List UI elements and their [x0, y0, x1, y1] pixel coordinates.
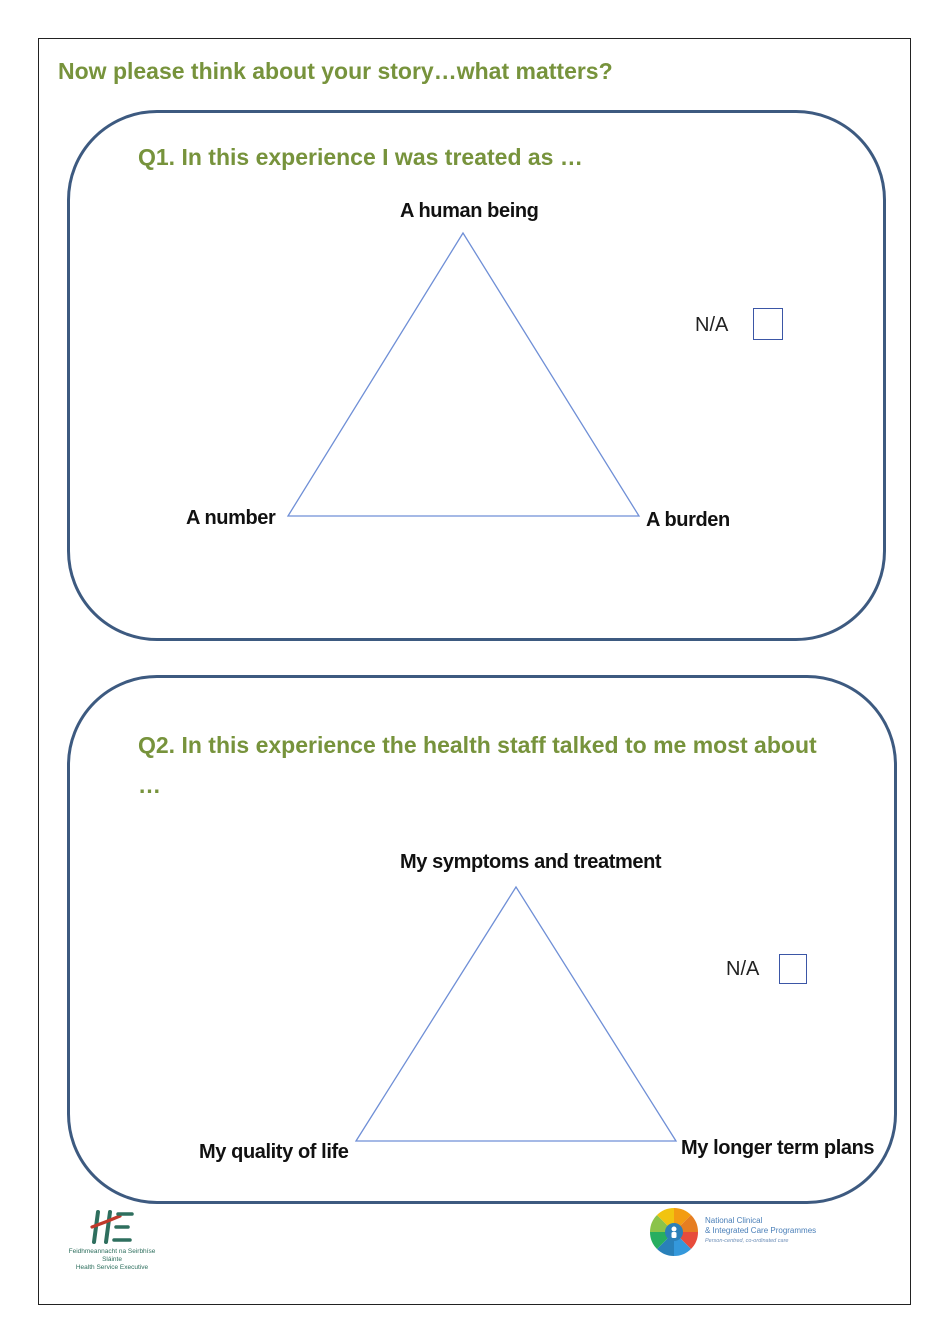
- ncp-logo: [648, 1206, 818, 1262]
- q2-left-corner-label: My quality of life: [199, 1141, 349, 1163]
- question-1-text: Q1. In this experience I was treated as …: [138, 144, 583, 170]
- q2-top-corner-label: My symptoms and treatment: [400, 851, 662, 873]
- question-2-text: Q2. In this experience the health staff talked to me most about …: [138, 732, 817, 798]
- page-heading: Now please think about your story…what matters?: [58, 58, 613, 84]
- q1-na-label: N/A: [695, 314, 729, 336]
- question-1-triangle[interactable]: [288, 233, 639, 516]
- ncp-logo-text: [705, 1216, 816, 1246]
- q1-top-corner-label: A human being: [400, 200, 539, 222]
- q1-na-checkbox[interactable]: [753, 308, 783, 340]
- ncp-logo-line1: National Clinical: [705, 1216, 763, 1225]
- q2-right-corner-label: My longer term plans: [681, 1137, 875, 1159]
- q1-left-corner-label: A number: [186, 507, 276, 529]
- ncp-logo-wheel-icon: [648, 1206, 700, 1258]
- ncp-logo-line2: & Integrated Care Programmes: [705, 1226, 817, 1235]
- ncp-logo-tagline: Person-centred, co-ordinated care: [705, 1238, 789, 1244]
- q1-right-corner-label: A burden: [646, 509, 730, 531]
- q2-na-checkbox[interactable]: [779, 954, 807, 984]
- hse-logo-caption: Feidhmeannacht na Seirbhíse Sláinte Health Service Executive: [68, 1248, 156, 1271]
- hse-logo-mark: [88, 1208, 138, 1246]
- question-2-triangle[interactable]: [356, 887, 676, 1141]
- hse-logo-text: [58, 1248, 166, 1272]
- hse-logo: [58, 1208, 168, 1271]
- q2-na-label: N/A: [726, 958, 760, 980]
